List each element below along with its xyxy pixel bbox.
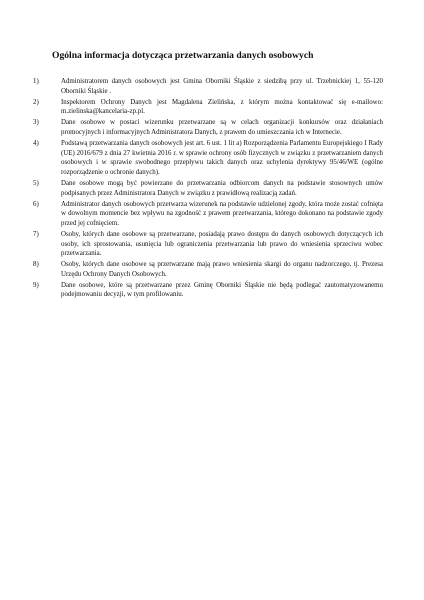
item-text: Inspektorem Ochrony Danych jest Magdalena Zielińska, z którym można kontaktować się e-mailowo: m.zielinska@kancelaria-zp.pl. bbox=[61, 98, 383, 116]
item-number: 1) bbox=[33, 78, 39, 85]
item-text: Administrator danych osobowych przetwarza wizerunek na podstawie udzielonej zgody, która może zostać cofnięta w dowolnym momencie bez wpływu na zgodność z prawem przetwarzania, którego dokonano na podstawie zgody przed jej cofnięciem. bbox=[61, 200, 383, 227]
list-item bbox=[33, 179, 383, 198]
item-text: Dane osobowe, które są przetwarzane przez Gminę Oborniki Śląskie nie będą podlegać zautomatyzowanemu podejmowaniu decyzji, w tym profilowaniu. bbox=[61, 281, 383, 299]
list-item bbox=[33, 200, 383, 229]
item-number: 9) bbox=[33, 281, 39, 289]
item-number: 7) bbox=[33, 230, 39, 238]
item-text: Osoby, których dane osobowe są przetwarzane, posiadają prawo dostępu do danych osobowych dotyczących ich osoby, ich sprostowania, usunięcia lub ograniczenia przetwarzania lub prawo do wniesienia sprzeciwu wobec przetwarzania. bbox=[61, 230, 383, 258]
item-number: 3) bbox=[33, 119, 39, 127]
list-item bbox=[33, 98, 383, 117]
item-number: 8) bbox=[33, 261, 39, 269]
list-item bbox=[33, 118, 383, 137]
item-number: 2) bbox=[33, 98, 39, 106]
list-item bbox=[33, 139, 383, 177]
item-number: 6) bbox=[33, 200, 39, 208]
item-text: Osoby, których dane osobowe są przetwarzane mają prawo wniesienia skargi do organu nadzorczego, tj. Prezesa Urzędu Ochrony Danych Osobowych. bbox=[61, 261, 383, 278]
document-title: Ogólna informacja dotycząca przetwarzania danych osobowych bbox=[52, 50, 314, 61]
information-list bbox=[33, 77, 383, 302]
list-item bbox=[33, 230, 383, 259]
list-item bbox=[33, 260, 383, 279]
item-text: Podstawą przetwarzania danych osobowych jest art. 6 ust. 1 lit a) Rozporządzenia Parlamentu Europejskiego I Rady (UE) 2016/679 z dnia 27 kwietnia 2016 r. w sprawie ochrony osób fizycznych w związku z przetwarzaniem danych osobowych i w sprawie swobodnego przepływu takich danych oraz uchylenia dyrektywy 95/46/WE (ogólne rozporządzenie o ochronie danych). bbox=[61, 140, 383, 176]
item-number: 4) bbox=[33, 140, 39, 148]
item-text: Dane osobowe w postaci wizerunku przetwarzane są w celach organizacji konkursów oraz działaniach promocyjnych i informacyjnych Administratora Danych, z prawem do umieszczania ich w Internecie. bbox=[61, 119, 383, 136]
list-item bbox=[33, 77, 383, 96]
list-item bbox=[33, 281, 383, 300]
item-number: 5) bbox=[33, 179, 39, 187]
item-text: Administratorem danych osobowych jest Gmina Oborniki Śląskie z siedzibą przy ul. Trzebnickiej 1, 55-120 Oborniki Śląskie . bbox=[61, 78, 383, 95]
item-text: Dane osobowe mogą być powierzane do przetwarzania odbiorcom danych na podstawie stosownych umów podpisanych przez Administratora Danych w związku z prawidłową realizacją zadań. bbox=[61, 179, 383, 197]
